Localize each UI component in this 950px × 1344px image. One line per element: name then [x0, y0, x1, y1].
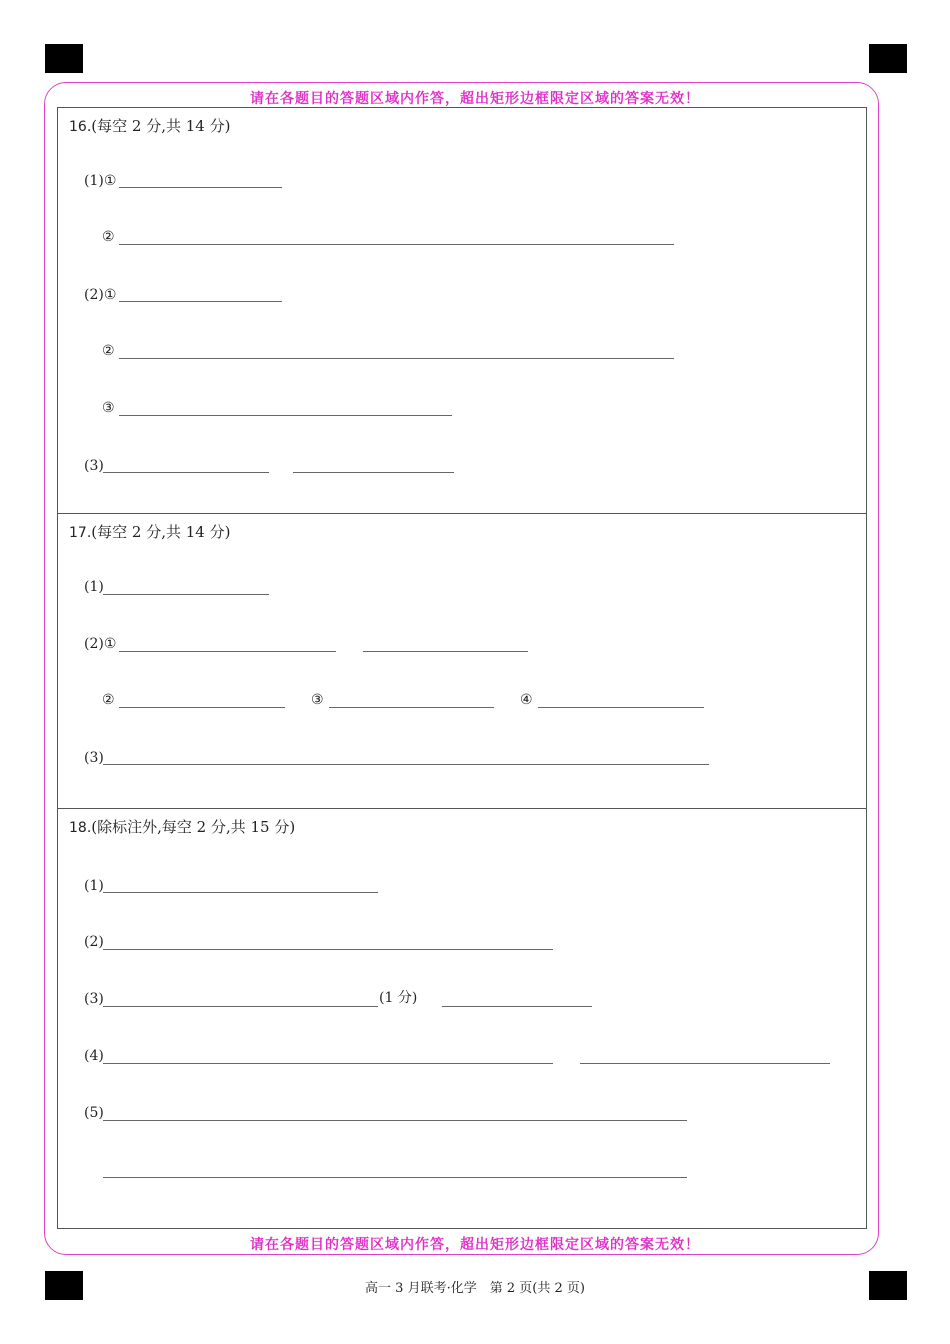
question-18-number: 18. [69, 820, 92, 836]
question-16-number: 16. [69, 119, 92, 135]
q17-label-2-3: ③ [311, 692, 324, 708]
q16-blank-2-3[interactable] [119, 415, 452, 416]
q16-blank-1-2[interactable] [119, 244, 674, 245]
question-18-panel [57, 808, 867, 1229]
q16-label-1-1: (1)① [84, 173, 117, 189]
corner-mark-top-right [869, 44, 907, 73]
q18-blank-4-b[interactable] [580, 1063, 830, 1064]
q16-label-2-1: (2)① [84, 287, 117, 303]
q17-blank-2-1-b[interactable] [363, 651, 528, 652]
q17-blank-3[interactable] [103, 764, 709, 765]
q17-label-2-1: (2)① [84, 636, 117, 652]
question-16-title [69, 115, 230, 136]
question-16-scoring: (每空 2 分,共 14 分) [91, 117, 231, 135]
q17-label-3: (3) [84, 750, 104, 766]
q17-blank-1[interactable] [103, 594, 269, 595]
q17-blank-2-1-a[interactable] [119, 651, 336, 652]
q18-blank-5-a[interactable] [103, 1120, 687, 1121]
q16-label-3: (3) [84, 458, 104, 474]
q17-blank-2-4[interactable] [538, 707, 704, 708]
q16-blank-3-b[interactable] [293, 472, 454, 473]
q18-label-2: (2) [84, 934, 104, 950]
q16-blank-2-1[interactable] [119, 301, 282, 302]
question-17-title [69, 521, 230, 542]
q18-blank-2[interactable] [103, 949, 553, 950]
q18-blank-5-b[interactable] [103, 1177, 687, 1178]
question-16-panel [57, 107, 867, 514]
q18-label-1: (1) [84, 878, 104, 894]
warning-top: 请在各题目的答题区域内作答，超出矩形边框限定区域的答案无效！ [250, 91, 700, 107]
q18-label-3: (3) [84, 991, 104, 1007]
question-17-number: 17. [69, 525, 92, 541]
q17-label-2-2: ② [102, 692, 115, 708]
q16-blank-2-2[interactable] [119, 358, 674, 359]
q16-label-1-2: ② [102, 229, 115, 245]
page-footer: 高一 3 月联考·化学 第 2 页(共 2 页) [365, 1281, 585, 1296]
q18-label-3-score: (1 分) [379, 990, 418, 1006]
q18-blank-1[interactable] [103, 892, 378, 893]
question-18-scoring: (除标注外,每空 2 分,共 15 分) [91, 818, 296, 836]
q16-label-2-2: ② [102, 343, 115, 359]
q17-label-1: (1) [84, 579, 104, 595]
q16-blank-1-1[interactable] [119, 187, 282, 188]
q17-label-2-4: ④ [520, 692, 533, 708]
corner-mark-top-left [45, 44, 83, 73]
q17-blank-2-2[interactable] [119, 707, 285, 708]
q18-blank-4-a[interactable] [103, 1063, 553, 1064]
q18-label-5: (5) [84, 1105, 104, 1121]
warning-bottom: 请在各题目的答题区域内作答，超出矩形边框限定区域的答案无效！ [250, 1237, 700, 1253]
q16-blank-3-a[interactable] [103, 472, 269, 473]
q18-blank-3-a[interactable] [103, 1006, 378, 1007]
question-18-title [69, 816, 295, 837]
q16-label-2-3: ③ [102, 400, 115, 416]
q18-blank-3-b[interactable] [442, 1006, 592, 1007]
q18-label-4: (4) [84, 1048, 104, 1064]
q17-blank-2-3[interactable] [329, 707, 494, 708]
question-17-scoring: (每空 2 分,共 14 分) [91, 523, 231, 541]
